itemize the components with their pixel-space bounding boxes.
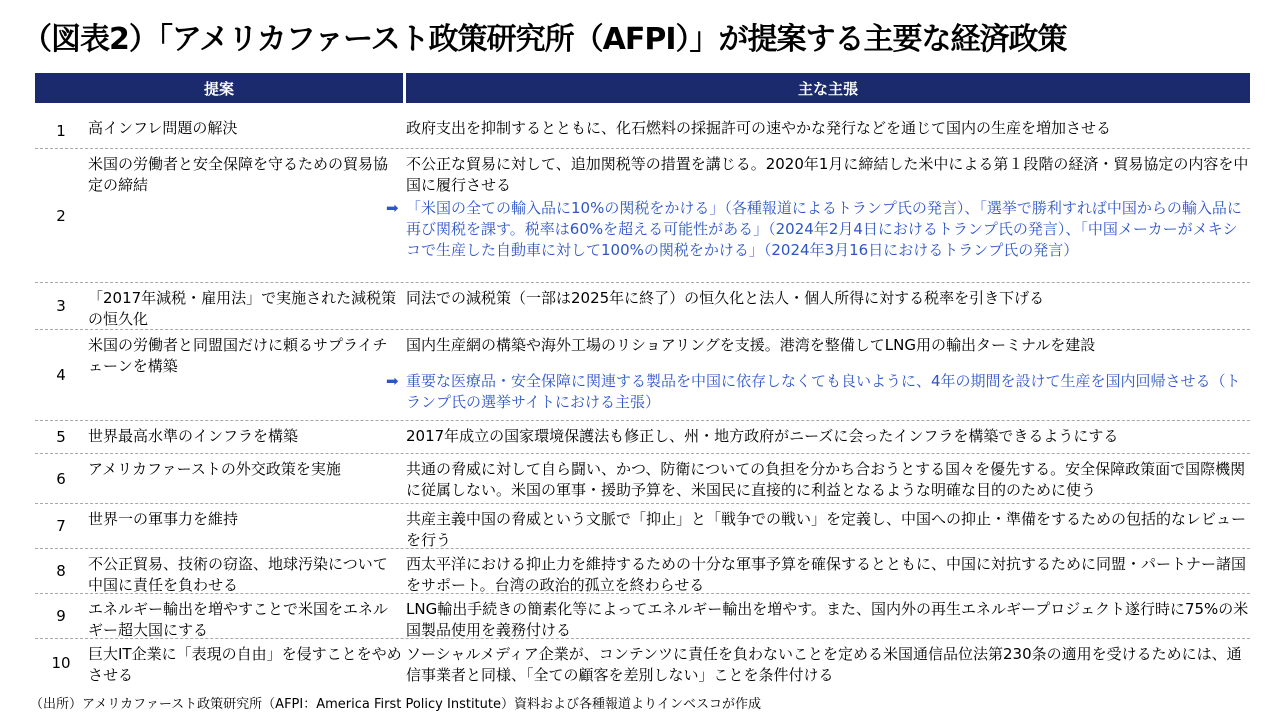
source-note: （出所）アメリカファースト政策研究所（AFPI：America First Policy Institute）資料および各種報道よりインベスコが作成 [30,697,761,712]
claim-text: 共産主義中国の脅威という文脈で「抑止」と「戦争での戦い」を定義し、中国への抑止・準備をするための包括的なレビューを行う [406,510,1247,549]
claim-text: ソーシャルメディア企業が、コンテンツに責任を負わないことを定める米国通信品位法第230条の適用を受けるためには、通信事業者と同様、「全ての顧客を差別しない」ことを条件付ける [406,645,1242,684]
row-claim [406,509,1250,551]
claim-text: 共通の脅威に対して自ら闘い、かつ、防衛についての負担を分かち合おうとする国々を優先する。安全保障政策面で国際機関に従属しない。米国の軍事・援助予算を、米国民に直接的に利益となるような明確な目的のために使う [406,460,1246,499]
row-claim [406,644,1250,686]
remark-text: 「米国の全ての輸入品に10%の関税をかける」（各種報道によるトランプ氏の発言）、「選挙で勝利すれば中国からの輸入品に再び関税を課す。税率は60%を超える可能性がある」（2024年2月4日におけるトランプ氏の発言）、「中国メーカーがメキシコで生産した自動車に対して100%の関税をかける」（2024年3月16日におけるトランプ氏の発言） [406,199,1242,259]
claim-text: 国内生産網の構築や海外工場のリショアリングを支援。港湾を整備してLNG用の輸出ターミナルを建設 [406,336,1096,354]
row-claim [406,554,1250,596]
row-proposal: 巨大IT企業に「表現の自由」を侵すことをやめさせる [88,645,402,684]
table-row-7 [35,504,1250,549]
row-claim [406,288,1250,309]
claim-text: 西太平洋における抑止力を維持するための十分な軍事予算を確保するとともに、中国に対抗するために同盟・パートナー諸国をサポート。台湾の政治的孤立を終わらせる [406,555,1247,594]
row-number: 6 [56,469,66,488]
row-claim [406,599,1250,641]
row-number: 8 [56,562,66,580]
table-row-1 [35,113,1250,149]
row-number: 4 [56,366,66,384]
table-row-2 [35,149,1250,283]
header-claim: 主な主張 [406,73,1250,103]
table-row-10 [35,639,1250,687]
row-proposal: 高インフレ問題の解決 [88,119,238,137]
row-number: 10 [51,654,71,672]
row-number: 7 [56,517,66,535]
row-proposal: アメリカファーストの外交政策を実施 [88,460,341,478]
row-claim [386,335,1250,413]
remark-text: 重要な医療品・安全保障に関連する製品を中国に依存しなくても良いように、4年の期間を設けて生産を国内回帰させる（トランプ氏の選挙サイトにおける主張） [406,372,1241,411]
arrow-right-icon: ➡ [386,199,399,217]
claim-text: 不公正な貿易に対して、追加関税等の措置を講じる。2020年1月に締結した米中による第１段階の経済・貿易協定の内容を中国に履行させる [406,155,1249,194]
row-proposal: 「2017年減税・雇用法」で実施された減税策の恒久化 [88,289,397,328]
table-row-3 [35,283,1250,330]
claim-text: 同法での減税策（一部は2025年に終了）の恒久化と法人・個人所得に対する税率を引き下げる [406,289,1045,307]
table-row-9 [35,594,1250,639]
policy-table [35,113,1250,687]
arrow-right-icon: ➡ [386,372,399,390]
row-proposal: エネルギー輸出を増やすことで米国をエネルギー超大国にする [88,600,389,639]
trump-remark [386,371,1250,413]
trump-remark [386,198,1250,261]
row-proposal: 不公正貿易、技術の窃盗、地球汚染について中国に責任を負わせる [88,555,388,594]
row-number: 9 [56,607,66,625]
header-proposal: 提案 [35,73,403,103]
claim-text: LNG輸出手続きの簡素化等によってエネルギー輸出を増やす。また、国内外の再生エネルギープロジェクト遂行時に75%の米国製品使用を義務付ける [406,600,1249,639]
claim-text: 政府支出を抑制するとともに、化石燃料の採掘許可の速やかな発行などを通じて国内の生産を増加させる [406,119,1112,137]
row-number: 5 [56,428,66,446]
row-claim [406,118,1250,139]
row-proposal: 世界最高水準のインフラを構築 [88,427,299,445]
row-number: 2 [56,206,66,225]
row-number: 3 [56,297,66,315]
row-number: 1 [56,121,66,140]
row-claim [406,459,1250,501]
row-proposal: 米国の労働者と同盟国だけに頼るサプライチェーンを構築 [88,336,388,375]
row-proposal: 世界一の軍事力を維持 [88,510,239,528]
page-title: （図表2）「アメリカファースト政策研究所（AFPI）」が提案する主要な経済政策 [22,22,1067,57]
row-proposal: 米国の労働者と安全保障を守るための貿易協定の締結 [88,155,389,194]
row-claim [406,426,1250,447]
table-row-4 [35,330,1250,421]
claim-text: 2017年成立の国家環境保護法も修正し、州・地方政府がニーズに会ったインフラを構築できるようにする [406,427,1119,445]
table-row-6 [35,454,1250,504]
table-row-8 [35,549,1250,594]
row-claim [386,154,1250,261]
table-row-5 [35,421,1250,454]
